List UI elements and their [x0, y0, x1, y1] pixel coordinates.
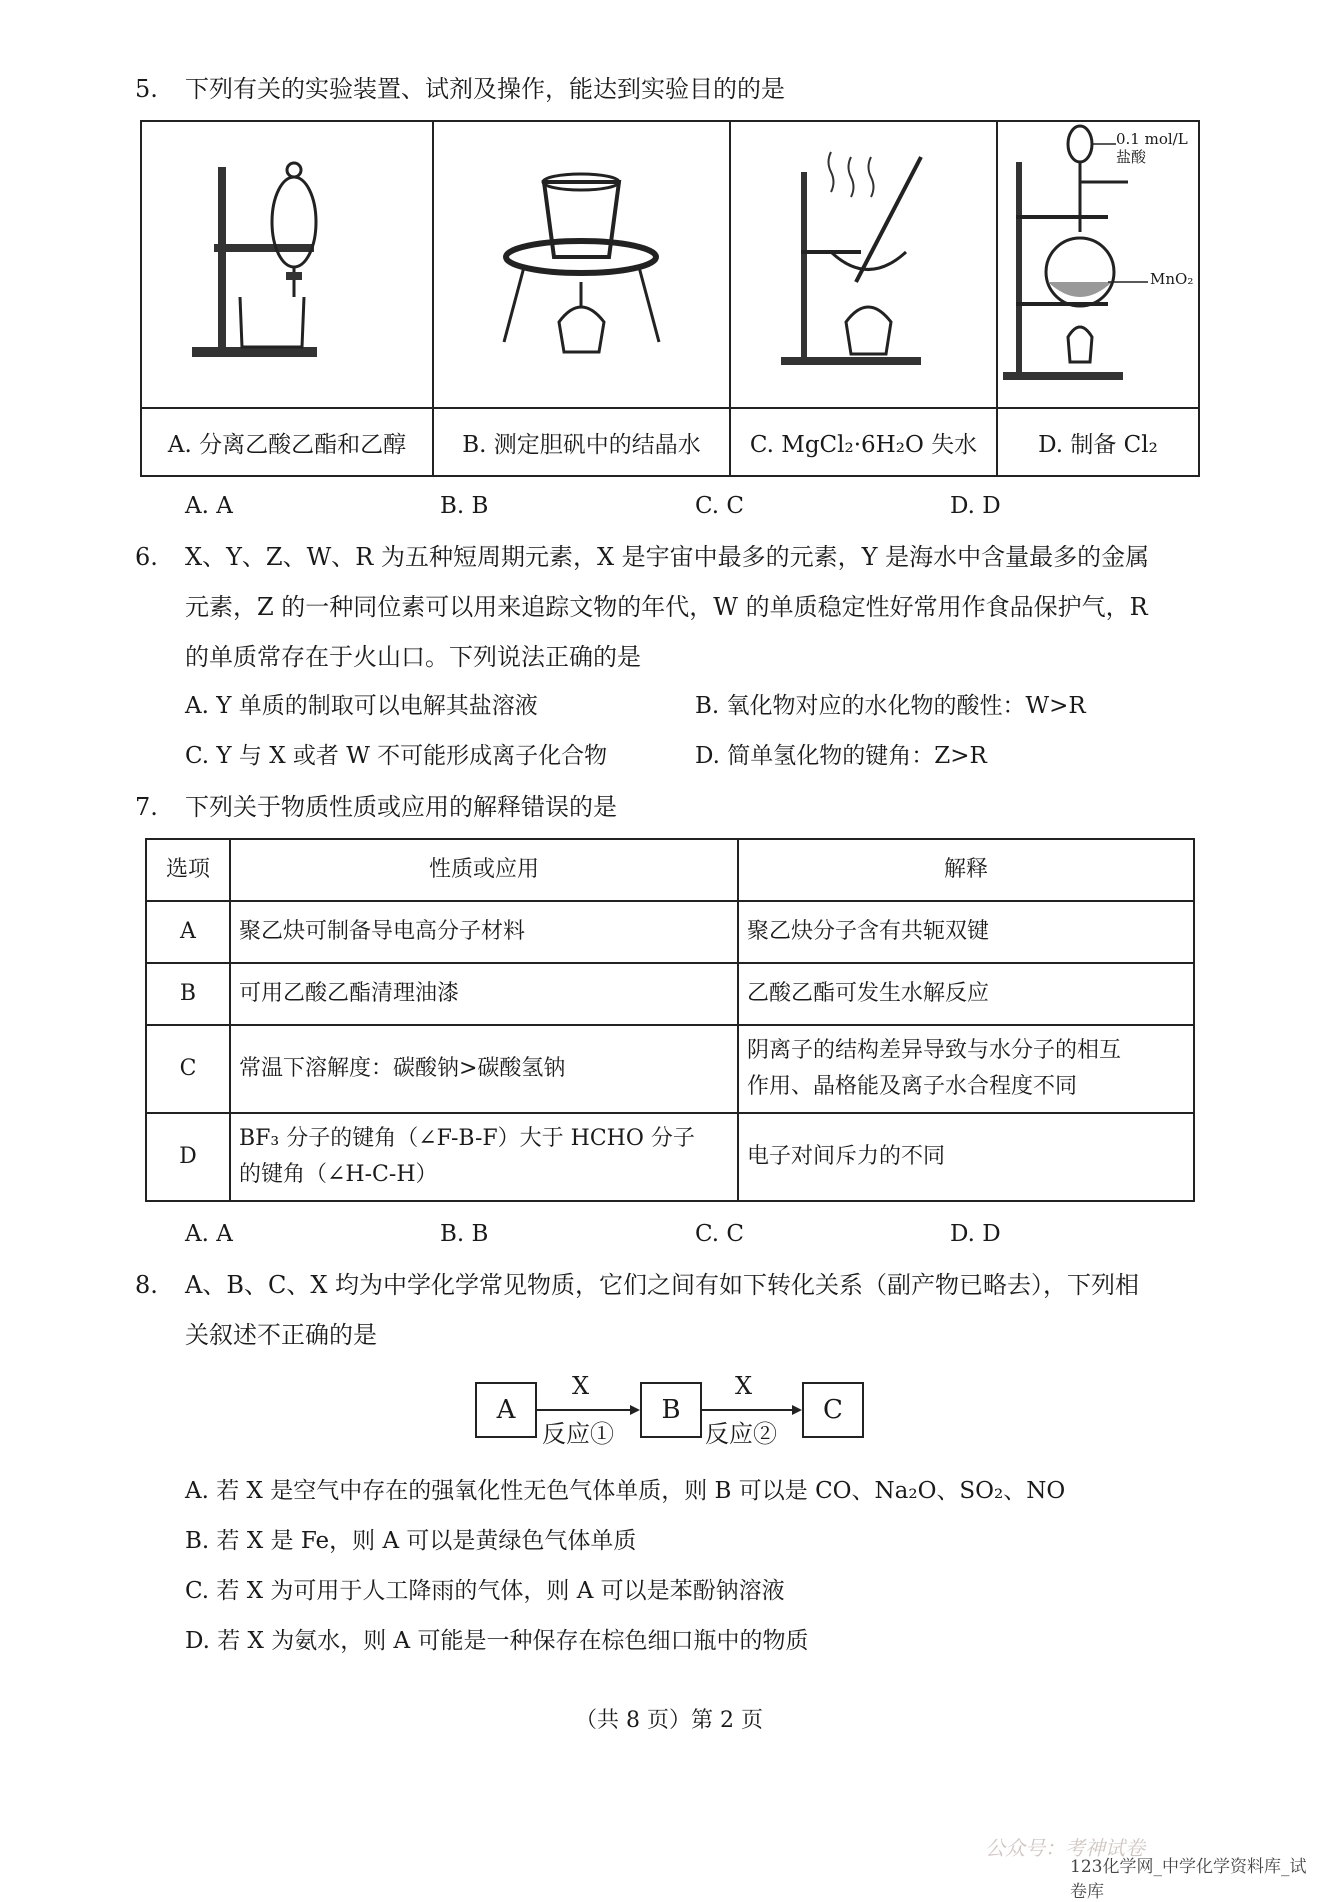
q7-row-a-explanation: 聚乙炔分子含有共轭双键 [738, 901, 1194, 963]
q7-row-d-explanation: 电子对间斥力的不同 [738, 1113, 1194, 1201]
q7-header-option: 选项 [146, 839, 230, 901]
q5-choice-a: A. A [185, 493, 233, 519]
q6-number: 6. [135, 543, 158, 571]
q6-option-a: A. Y 单质的制取可以电解其盐溶液 [185, 693, 538, 719]
q7-row-c-option: C [146, 1025, 230, 1113]
q7-header-property: 性质或应用 [230, 839, 738, 901]
q7-row-d-property [230, 1113, 738, 1201]
q8-reaction-2-label: 反应② [705, 1420, 777, 1448]
q8-option-c: C. 若 X 为可用于人工降雨的气体，则 A 可以是苯酚钠溶液 [185, 1578, 785, 1604]
d-reagent-name: 盐酸 [1116, 148, 1147, 166]
q5-stem: 下列有关的实验装置、试剂及操作，能达到实验目的的是 [185, 75, 785, 103]
q7-row-c-explanation-line2: 作用、晶格能及离子水合程度不同 [747, 1074, 1078, 1099]
page-footer: （共 8 页）第 2 页 [575, 1708, 763, 1733]
apparatus-d-label: D. 制备 Cl₂ [997, 408, 1199, 476]
q7-row-c-explanation-line1: 阴离子的结构差异导致与水分子的相互 [747, 1038, 1122, 1063]
q7-header-explanation: 解释 [738, 839, 1194, 901]
separatory-funnel-drawing [142, 122, 432, 407]
q5-number: 5. [135, 75, 158, 103]
crucible-drawing [434, 122, 729, 407]
q7-row-a-option: A [146, 901, 230, 963]
q8-number: 8. [135, 1271, 158, 1299]
q7-row-a-property: 聚乙炔可制备导电高分子材料 [230, 901, 738, 963]
q8-stem-line1: A、B、C、X 均为中学化学常见物质，它们之间有如下转化关系（副产物已略去），下列相 [185, 1271, 1140, 1299]
q8-box-b: B [640, 1382, 702, 1438]
q7-row-d [146, 1113, 1194, 1201]
q8-box-a: A [475, 1382, 537, 1438]
q7-row-d-property-line1: BF₃ 分子的键角（∠F-B-F）大于 HCHO 分子 [239, 1126, 695, 1151]
q7-row-b [146, 963, 1194, 1025]
q7-choice-d: D. D [950, 1221, 1001, 1247]
q6-option-b: B. 氧化物对应的水化物的酸性：W>R [695, 693, 1086, 719]
apparatus-b-figure [433, 121, 730, 408]
q7-row-d-property-line2: 的键角（∠H-C-H） [239, 1162, 438, 1187]
watermark-site: 123化学网_中学化学资料库_试卷库 [1070, 1857, 1307, 1902]
chlorine-generator-drawing [998, 122, 1198, 407]
q7-number: 7. [135, 793, 158, 821]
q7-row-c-property: 常温下溶解度：碳酸钠>碳酸氢钠 [230, 1025, 738, 1113]
q7-choice-c: C. C [695, 1221, 744, 1247]
q8-option-b: B. 若 X 是 Fe，则 A 可以是黄绿色气体单质 [185, 1528, 637, 1554]
d-reagent-concentration: 0.1 mol/L [1116, 130, 1188, 148]
q7-row-b-option: B [146, 963, 230, 1025]
apparatus-a-figure [141, 121, 433, 408]
q6-option-d: D. 简单氢化物的键角：Z>R [695, 743, 987, 769]
q8-stem-line2: 关叙述不正确的是 [185, 1321, 377, 1349]
q7-row-a [146, 901, 1194, 963]
q7-row-b-explanation: 乙酸乙酯可发生水解反应 [738, 963, 1194, 1025]
q8-reagent-x1: X [572, 1372, 590, 1400]
q5-choice-d: D. D [950, 493, 1001, 519]
q7-row-b-property: 可用乙酸乙酯清理油漆 [230, 963, 738, 1025]
q7-row-c [146, 1025, 1194, 1113]
q8-reagent-x2: X [735, 1372, 753, 1400]
q8-option-a: A. 若 X 是空气中存在的强氧化性无色气体单质，则 B 可以是 CO、Na₂O、SO₂、NO [185, 1478, 1066, 1504]
q6-stem-line1: X、Y、Z、W、R 为五种短周期元素，X 是宇宙中最多的元素，Y 是海水中含量最多的金属 [185, 543, 1150, 571]
q7-choice-b: B. B [440, 1221, 489, 1247]
q8-reaction-1-label: 反应① [542, 1420, 614, 1448]
apparatus-c-label: C. MgCl₂·6H₂O 失水 [730, 408, 997, 476]
apparatus-d-figure [997, 121, 1199, 408]
q5-apparatus-table [140, 120, 1200, 477]
q7-row-c-explanation [738, 1025, 1194, 1113]
q5-choice-c: C. C [695, 493, 744, 519]
q7-choice-a: A. A [185, 1221, 233, 1247]
watermark-account: 公众号：考神试卷 [985, 1836, 1145, 1860]
q6-option-c: C. Y 与 X 或者 W 不可能形成离子化合物 [185, 743, 608, 769]
apparatus-b-label: B. 测定胆矾中的结晶水 [433, 408, 730, 476]
q8-box-c: C [802, 1382, 864, 1438]
q6-stem-line2: 元素，Z 的一种同位素可以用来追踪文物的年代，W 的单质稳定性好常用作食品保护气，R [185, 593, 1148, 621]
q7-row-d-option: D [146, 1113, 230, 1201]
apparatus-c-figure [730, 121, 997, 408]
q5-choice-b: B. B [440, 493, 489, 519]
d-solid-reagent: MnO₂ [1150, 270, 1194, 288]
q7-stem: 下列关于物质性质或应用的解释错误的是 [185, 793, 617, 821]
q8-option-d: D. 若 X 为氨水，则 A 可能是一种保存在棕色细口瓶中的物质 [185, 1628, 809, 1654]
q7-table [145, 838, 1195, 1202]
q6-stem-line3: 的单质常存在于火山口。下列说法正确的是 [185, 643, 641, 671]
evaporating-dish-drawing [731, 122, 996, 407]
apparatus-a-label: A. 分离乙酸乙酯和乙醇 [141, 408, 433, 476]
